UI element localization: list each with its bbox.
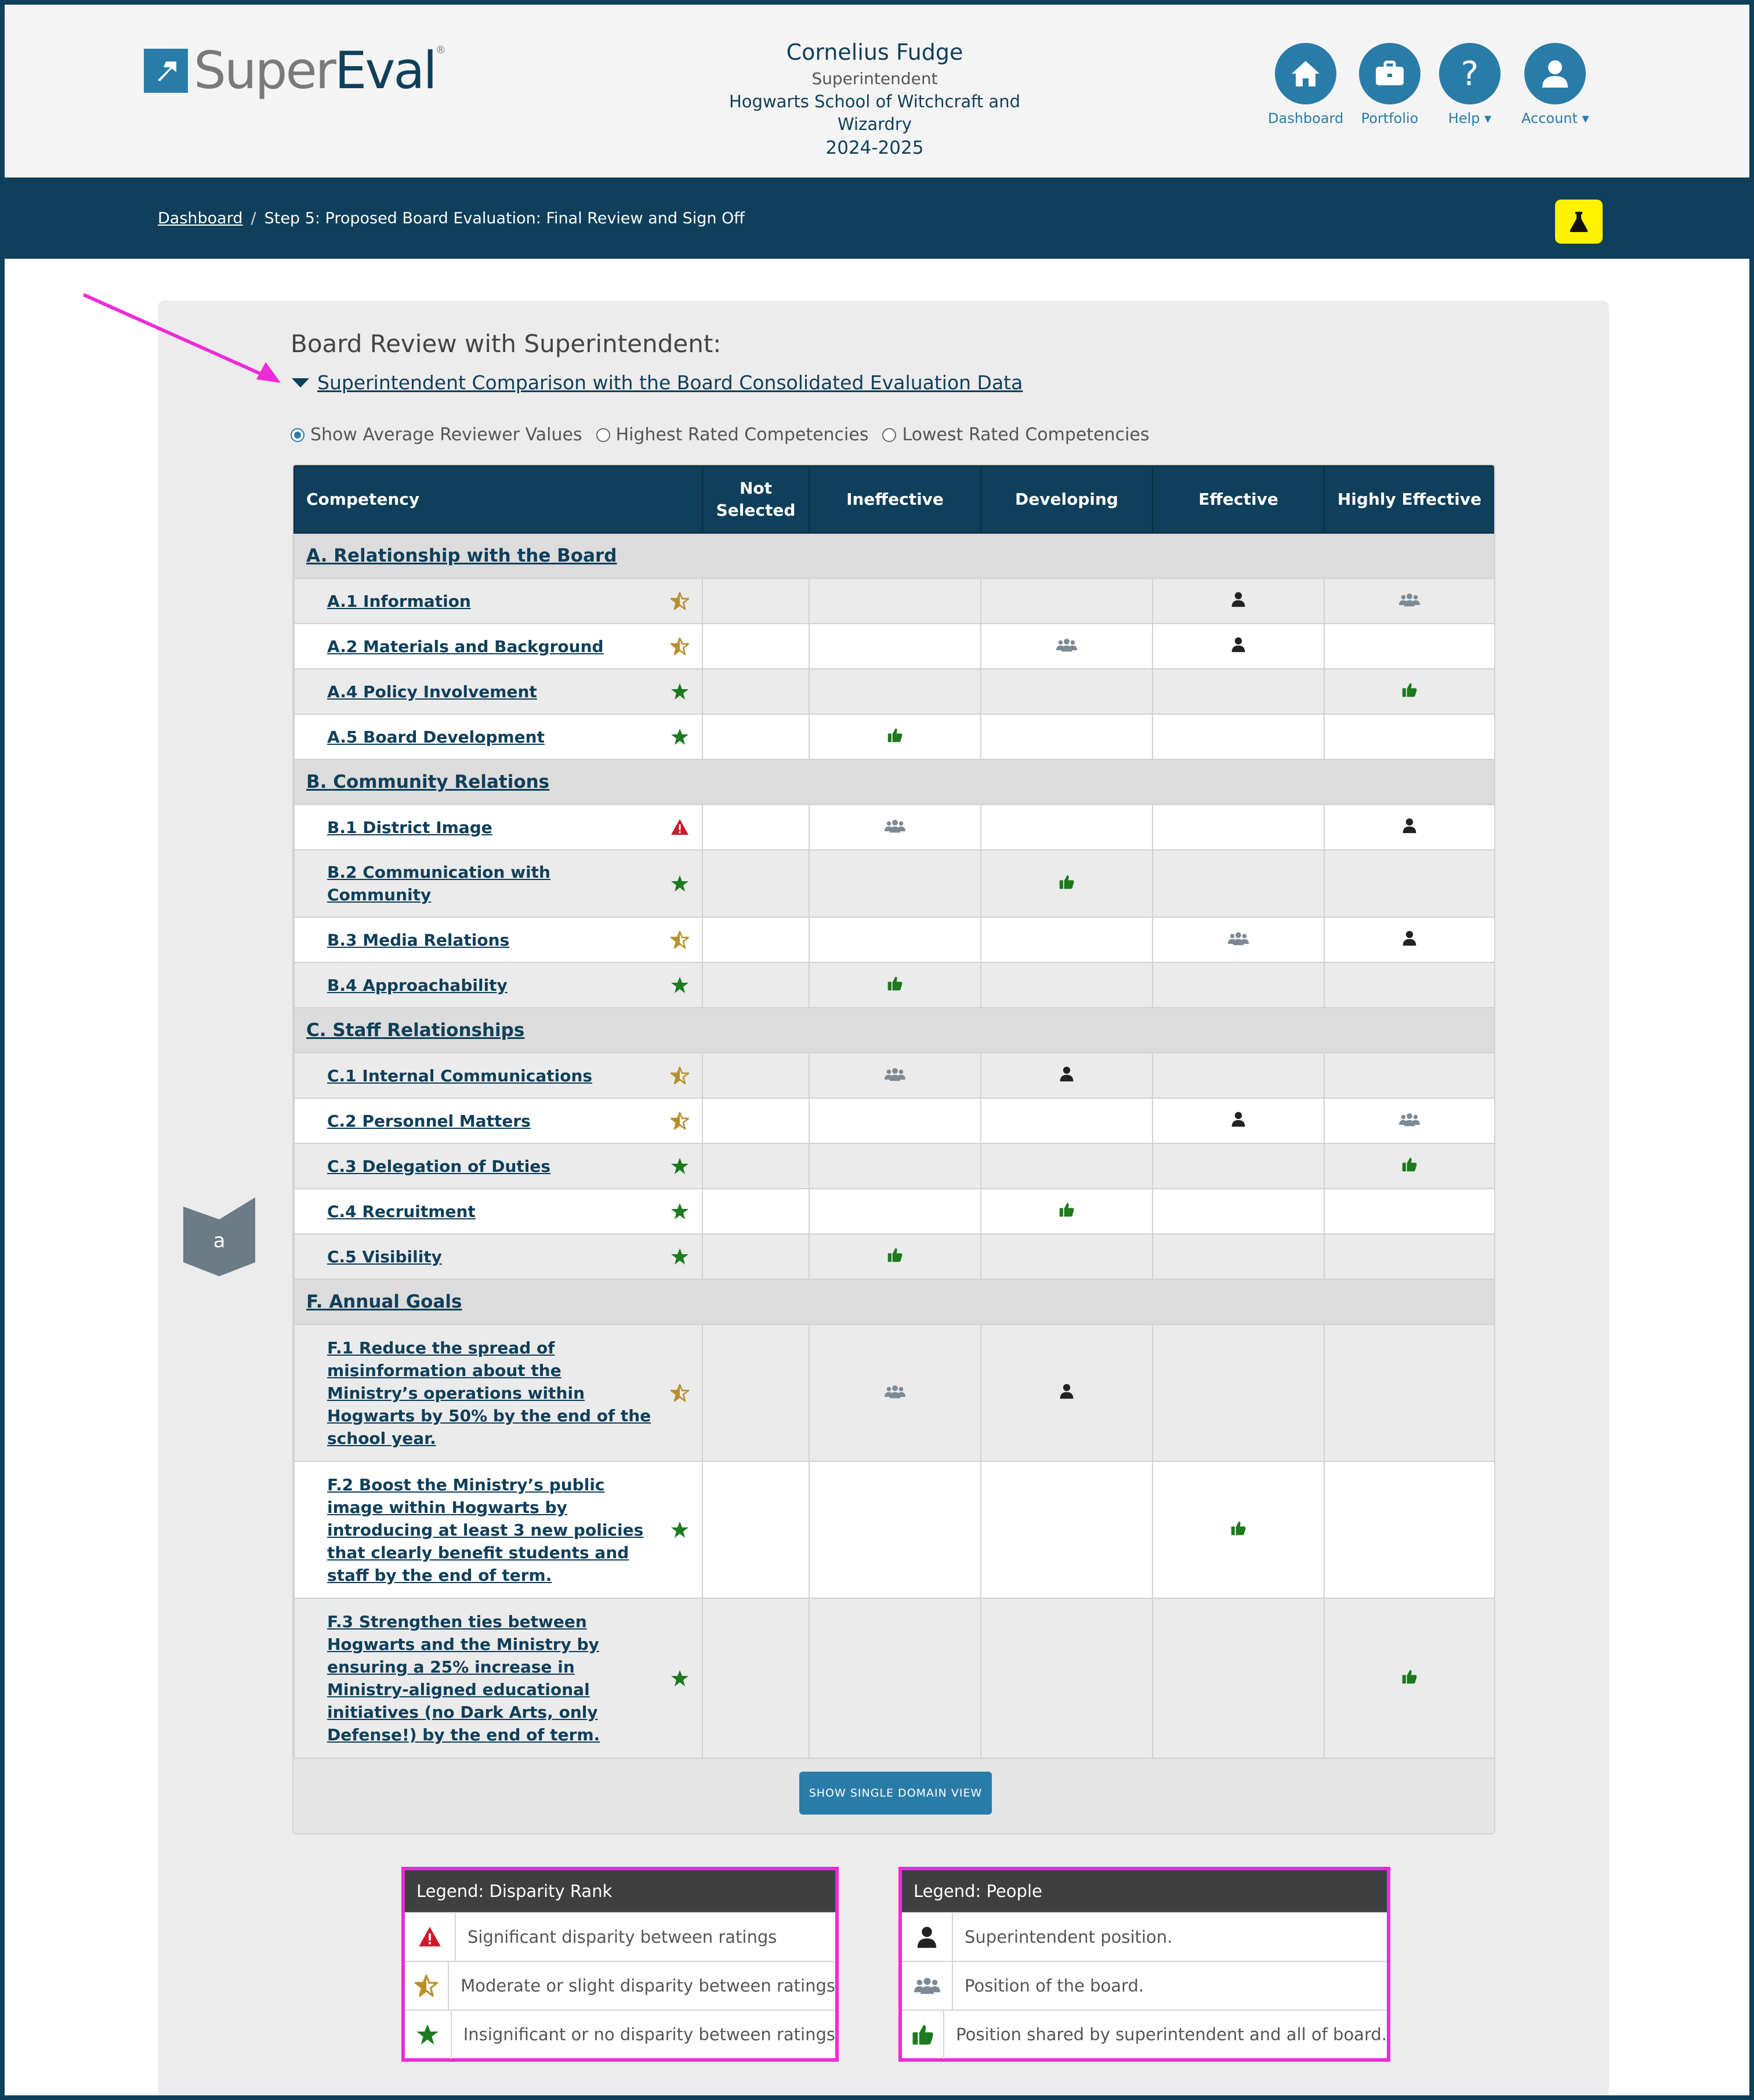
rating-cell <box>809 1324 981 1461</box>
breadcrumb-dashboard-link[interactable]: Dashboard <box>158 209 243 227</box>
competency-link[interactable]: C.5 Visibility <box>327 1247 442 1266</box>
chevron-down-icon: ▾ <box>1484 110 1492 126</box>
competency-cell <box>294 1143 702 1189</box>
logo-arrow-icon <box>144 49 188 93</box>
star-icon <box>671 1202 689 1221</box>
rating-cell <box>1324 917 1495 962</box>
nav-dashboard[interactable] <box>1268 43 1343 126</box>
rating-cell <box>702 669 809 714</box>
radio-button[interactable] <box>882 428 896 442</box>
rating-cell <box>1153 1053 1324 1098</box>
legend-people <box>898 1867 1390 2062</box>
rating-cell <box>809 1234 981 1279</box>
group-icon <box>1228 930 1249 950</box>
competency-row <box>294 578 1495 624</box>
user-school: Hogwarts School of Witchcraft and Wizardry <box>729 92 1020 134</box>
flask-icon <box>1568 210 1589 233</box>
thumbs-up-icon <box>1230 1520 1246 1540</box>
competency-link[interactable]: B.2 Communication with Community <box>327 863 550 904</box>
rating-cell <box>981 917 1153 962</box>
star-icon <box>671 1520 689 1539</box>
rating-cell <box>981 1461 1153 1598</box>
rating-cell <box>981 1598 1153 1758</box>
rating-cell <box>1153 917 1324 962</box>
rating-cell <box>1324 962 1495 1008</box>
competency-cell <box>294 669 702 714</box>
header-developing: Developing <box>981 466 1153 533</box>
competency-row <box>294 669 1495 714</box>
competency-row <box>294 1053 1495 1098</box>
competency-cell <box>294 1598 702 1758</box>
half-star-icon <box>671 1066 689 1085</box>
user-icon <box>1524 43 1586 104</box>
competency-cell <box>294 714 702 759</box>
rating-cell <box>809 962 981 1008</box>
group-icon <box>1056 637 1077 656</box>
lab-flask-button[interactable] <box>1555 200 1603 244</box>
person-icon <box>1059 1066 1075 1086</box>
competency-row <box>294 714 1495 759</box>
rating-cell <box>702 1143 809 1189</box>
user-role: Superintendent <box>811 69 938 88</box>
rating-cell <box>702 1461 809 1598</box>
rating-cell <box>1153 578 1324 624</box>
competency-cell <box>294 1234 702 1279</box>
header-effective: Effective <box>1153 466 1324 533</box>
chevron-down-icon: ▾ <box>1582 110 1589 126</box>
rating-cell <box>981 714 1153 759</box>
rating-cell <box>702 962 809 1008</box>
legend-text: Position of the board. <box>965 1976 1144 1996</box>
rating-cell <box>981 850 1153 917</box>
show-single-domain-button[interactable]: SHOW SINGLE DOMAIN VIEW <box>799 1772 992 1815</box>
radio-button[interactable] <box>291 428 305 442</box>
rating-cell <box>809 714 981 759</box>
nav-help-label: Help <box>1448 110 1480 126</box>
competency-row <box>294 624 1495 669</box>
competency-link[interactable]: A.5 Board Development <box>327 727 545 747</box>
domain-link[interactable]: B. Community Relations <box>294 759 1495 805</box>
header-competency: Competency <box>294 466 702 533</box>
half-star-icon <box>671 1384 689 1402</box>
legend-row <box>405 1961 835 2010</box>
nav-account[interactable] <box>1521 43 1589 126</box>
thumbs-up-icon <box>1059 1201 1075 1222</box>
group-icon <box>902 1961 953 2010</box>
breadcrumb <box>158 178 745 259</box>
rating-cell <box>702 1598 809 1758</box>
thumbs-up-icon <box>887 727 903 747</box>
thumbs-up-icon <box>1059 874 1075 894</box>
competency-link[interactable]: F.1 Reduce the spread of misinformation about the Ministry’s operations within Hogwarts by 50% by the end of the school year. <box>327 1338 651 1448</box>
rating-cell <box>702 578 809 624</box>
rating-cell <box>1324 850 1495 917</box>
domain-link[interactable]: F. Annual Goals <box>294 1279 1495 1324</box>
competency-link[interactable]: C.3 Delegation of Duties <box>327 1156 551 1176</box>
thumbs-up-icon <box>887 975 903 995</box>
legend-people-title: Legend: People <box>902 1870 1387 1912</box>
legend-text: Moderate or slight disparity between ratings <box>461 1976 835 1996</box>
rating-cell <box>809 1189 981 1234</box>
half-star-icon <box>405 1961 449 2010</box>
rating-cell <box>809 624 981 669</box>
group-icon <box>1399 1111 1420 1131</box>
half-star-icon <box>671 930 689 949</box>
rating-cell <box>1153 1143 1324 1189</box>
legend-text: Position shared by superintendent and all of board. <box>956 2025 1387 2044</box>
rating-cell <box>981 1053 1153 1098</box>
thumbs-up-icon <box>1401 1668 1418 1689</box>
half-star-icon <box>671 592 689 610</box>
competency-cell <box>294 1324 702 1461</box>
legend-row <box>902 2010 1387 2058</box>
domain-link[interactable]: A. Relationship with the Board <box>294 533 1495 578</box>
caret-down-icon <box>291 377 310 389</box>
rating-cell <box>981 1234 1153 1279</box>
domain-row <box>294 1279 1495 1324</box>
rating-cell <box>1153 714 1324 759</box>
star-icon <box>671 727 689 746</box>
star-icon <box>671 874 689 893</box>
legend-text: Significant disparity between ratings <box>468 1927 777 1947</box>
person-icon <box>1401 930 1418 950</box>
rating-cell <box>1153 669 1324 714</box>
panel-title: Board Review with Superintendent: <box>291 330 722 358</box>
rating-cell <box>1324 1234 1495 1279</box>
radio-highest[interactable] <box>596 425 869 445</box>
rating-cell <box>702 1053 809 1098</box>
rating-cell <box>981 578 1153 624</box>
rating-cell <box>1324 1324 1495 1461</box>
competency-cell <box>294 624 702 669</box>
legend-row <box>405 2010 835 2058</box>
nav-portfolio-label: Portfolio <box>1361 110 1419 126</box>
supereval-logo[interactable] <box>144 42 444 100</box>
question-icon: ? <box>1439 43 1501 104</box>
rating-cell <box>981 624 1153 669</box>
group-icon <box>885 818 905 837</box>
competency-cell <box>294 578 702 624</box>
legend-rank-title: Legend: Disparity Rank <box>405 1870 835 1912</box>
person-icon <box>1230 591 1246 611</box>
rating-cell <box>809 669 981 714</box>
legend-disparity-rank <box>401 1867 839 2062</box>
competency-cell <box>294 917 702 962</box>
competency-link[interactable]: B.3 Media Relations <box>327 930 510 950</box>
breadcrumb-current: Step 5: Proposed Board Evaluation: Final Review and Sign Off <box>264 209 745 227</box>
competency-row <box>294 805 1495 850</box>
rating-cell <box>981 1143 1153 1189</box>
competency-cell <box>294 1189 702 1234</box>
rating-cell <box>1324 714 1495 759</box>
competency-link[interactable]: A.1 Information <box>327 591 471 611</box>
domain-row <box>294 533 1495 578</box>
radio-average[interactable] <box>291 425 582 445</box>
rating-cell <box>702 917 809 962</box>
competency-link[interactable]: B.1 District Image <box>327 817 492 837</box>
competency-cell <box>294 1461 702 1598</box>
rating-cell <box>1324 1598 1495 1758</box>
domain-link[interactable]: C. Staff Relationships <box>294 1008 1495 1053</box>
warning-triangle-icon <box>405 1913 456 1961</box>
person-icon <box>1401 817 1418 838</box>
rating-cell <box>1324 1098 1495 1143</box>
rating-cell <box>1153 1598 1324 1758</box>
radio-label: Show Average Reviewer Values <box>310 425 582 445</box>
home-icon <box>1275 43 1336 104</box>
nav-portfolio[interactable] <box>1359 43 1420 126</box>
competency-row <box>294 850 1495 917</box>
annotation-arrow-icon <box>82 292 291 391</box>
user-year: 2024-2025 <box>825 137 924 158</box>
legend-row <box>902 1961 1387 2010</box>
rating-cell <box>1324 624 1495 669</box>
person-icon <box>1230 636 1246 657</box>
header-highly-effective: Highly Effective <box>1324 466 1495 533</box>
legend-row <box>405 1912 835 1961</box>
competency-link[interactable]: A.4 Policy Involvement <box>327 682 537 701</box>
nav-account-label: Account <box>1521 110 1578 126</box>
rating-cell <box>809 1461 981 1598</box>
table-body <box>294 533 1495 1758</box>
competency-link[interactable]: C.4 Recruitment <box>327 1201 476 1221</box>
competency-row <box>294 917 1495 962</box>
rating-cell <box>1153 1098 1324 1143</box>
side-badge[interactable] <box>183 1197 255 1276</box>
briefcase-icon <box>1359 43 1420 104</box>
competency-link[interactable]: C.1 Internal Communications <box>327 1066 593 1085</box>
breadcrumb-bar <box>5 178 1749 259</box>
rating-cell <box>981 669 1153 714</box>
radio-label: Lowest Rated Competencies <box>902 425 1150 445</box>
legend-row <box>902 1912 1387 1961</box>
group-icon <box>885 1384 905 1403</box>
rating-cell <box>1153 1324 1324 1461</box>
competency-cell <box>294 850 702 917</box>
rating-cell <box>702 1189 809 1234</box>
rating-cell <box>1324 1143 1495 1189</box>
competency-row <box>294 1598 1495 1758</box>
rating-cell <box>809 1598 981 1758</box>
board-review-panel <box>158 300 1609 2095</box>
header-ineffective: Ineffective <box>809 466 981 533</box>
person-icon <box>1059 1383 1075 1403</box>
radio-label: Highest Rated Competencies <box>615 425 869 445</box>
rating-cell <box>809 917 981 962</box>
rating-cell <box>702 805 809 850</box>
rating-cell <box>1324 1189 1495 1234</box>
competency-row <box>294 1324 1495 1461</box>
rating-cell <box>1324 1053 1495 1098</box>
competency-row <box>294 1143 1495 1189</box>
rating-cell <box>981 1098 1153 1143</box>
nav-dashboard-label: Dashboard <box>1268 110 1344 126</box>
rating-cell <box>1153 1461 1324 1598</box>
rating-cell <box>809 578 981 624</box>
competency-row <box>294 1461 1495 1598</box>
competency-cell <box>294 1053 702 1098</box>
competency-link[interactable]: F.2 Boost the Ministry’s public image within Hogwarts by introducing at least 3 new policies that clearly benefit students and staff by the end of term. <box>327 1475 644 1585</box>
person-icon <box>1230 1111 1246 1131</box>
rating-cell <box>702 714 809 759</box>
legend-text: Superintendent position. <box>965 1927 1173 1947</box>
rating-cell <box>1153 850 1324 917</box>
rating-cell <box>981 962 1153 1008</box>
domain-row <box>294 759 1495 805</box>
rating-cell <box>1153 962 1324 1008</box>
thumbs-up-icon <box>1401 682 1418 702</box>
competency-row <box>294 1234 1495 1279</box>
rating-cell <box>809 805 981 850</box>
thumbs-up-icon <box>887 1247 903 1267</box>
competency-link[interactable]: C.2 Personnel Matters <box>327 1111 531 1131</box>
comparison-toggle-label: Superintendent Comparison with the Board Consolidated Evaluation Data <box>317 371 1023 394</box>
rating-cell <box>981 1189 1153 1234</box>
rating-cell <box>809 1098 981 1143</box>
rating-cell <box>1324 669 1495 714</box>
comparison-toggle[interactable] <box>291 371 1023 394</box>
competency-link[interactable]: A.2 Materials and Background <box>327 636 604 656</box>
rating-cell <box>1153 805 1324 850</box>
competency-row <box>294 962 1495 1008</box>
view-radio-group <box>291 425 1164 445</box>
rating-cell <box>1324 1461 1495 1598</box>
star-icon <box>671 682 689 701</box>
rating-cell <box>809 1143 981 1189</box>
group-icon <box>885 1066 905 1085</box>
competency-cell <box>294 805 702 850</box>
table-header-row <box>294 466 1495 533</box>
rating-cell <box>1153 624 1324 669</box>
half-star-icon <box>671 637 689 656</box>
competency-link[interactable]: B.4 Approachability <box>327 975 508 995</box>
rating-cell <box>1153 1189 1324 1234</box>
rating-cell <box>1153 1234 1324 1279</box>
rating-cell <box>809 850 981 917</box>
person-icon <box>902 1913 953 1961</box>
domain-row <box>294 1008 1495 1053</box>
rating-cell <box>981 805 1153 850</box>
star-icon <box>671 1669 689 1688</box>
thumbs-up-icon <box>1401 1156 1418 1176</box>
competency-row <box>294 1189 1495 1234</box>
legend-text: Insignificant or no disparity between ratings <box>463 2025 835 2044</box>
comparison-table-wrap <box>292 464 1495 1834</box>
star-icon <box>405 2010 452 2059</box>
user-info <box>701 37 1049 160</box>
top-header <box>5 5 1749 178</box>
side-badge-letter: a <box>213 1229 226 1252</box>
thumbs-up-icon <box>902 2010 944 2059</box>
radio-lowest[interactable] <box>882 425 1149 445</box>
nav-help[interactable] <box>1439 43 1501 126</box>
rating-cell <box>702 624 809 669</box>
rating-cell <box>702 1098 809 1143</box>
competency-link[interactable]: F.3 Strengthen ties between Hogwarts and the Ministry by ensuring a 25% increase in Ministry-aligned educational initiatives (no Dark Arts, only Defense!) by the end of term. <box>327 1612 600 1744</box>
rating-cell <box>981 1324 1153 1461</box>
app-frame <box>5 5 1749 2095</box>
competency-cell <box>294 962 702 1008</box>
breadcrumb-separator: / <box>251 209 256 227</box>
logo-text: SuperEval® <box>194 41 444 100</box>
star-icon <box>671 1247 689 1266</box>
comparison-table <box>293 465 1495 1759</box>
rating-cell <box>702 1324 809 1461</box>
star-icon <box>671 976 689 994</box>
half-star-icon <box>671 1111 689 1130</box>
radio-button[interactable] <box>596 428 610 442</box>
rating-cell <box>809 1053 981 1098</box>
header-not-selected: Not Selected <box>702 466 809 533</box>
competency-cell <box>294 1098 702 1143</box>
rating-cell <box>702 1234 809 1279</box>
rating-cell <box>702 850 809 917</box>
rating-cell <box>1324 805 1495 850</box>
rating-cell <box>1324 578 1495 624</box>
user-name: Cornelius Fudge <box>786 39 963 65</box>
group-icon <box>1399 592 1420 611</box>
warning-triangle-icon <box>671 818 689 837</box>
competency-row <box>294 1098 1495 1143</box>
star-icon <box>671 1157 689 1175</box>
